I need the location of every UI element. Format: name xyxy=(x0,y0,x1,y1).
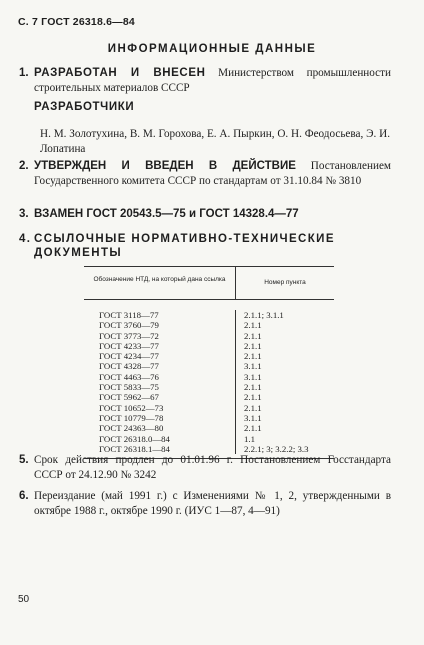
table-cell-item: 2.1.1 xyxy=(244,320,262,331)
section-number: 3. xyxy=(19,208,29,220)
page-number: 50 xyxy=(18,594,30,605)
table-cell-doc: ГОСТ 26318.1—84 xyxy=(99,443,170,454)
section-number: 4. xyxy=(19,233,32,245)
section-text: Срок действия продлен до 01.01.96 г. Постановлением Госстандарта СССР от 24.12.90 № 3242 xyxy=(34,454,391,481)
section-3 xyxy=(19,207,391,222)
section-lead: ВЗАМЕН ГОСТ 20543.5—75 и ГОСТ 14328.4—77 xyxy=(34,208,299,220)
item-column xyxy=(236,310,334,454)
table-cell-doc: ГОСТ 3760—79 xyxy=(99,320,159,331)
table-cell-doc: ГОСТ 4463—76 xyxy=(99,371,159,382)
table-cell-item: 2.1.1 xyxy=(244,392,262,403)
table-cell-item: 2.1.1; 3.1.1 xyxy=(244,310,284,320)
table-cell-doc: ГОСТ 5833—75 xyxy=(99,382,159,393)
doc-column xyxy=(84,310,236,454)
table-header xyxy=(84,267,334,300)
table-cell-item: 3.1.1 xyxy=(244,361,262,372)
table-cell-doc: ГОСТ 10652—73 xyxy=(99,402,164,413)
section-number: 1. xyxy=(19,67,29,79)
table-cell-doc: ГОСТ 24363—80 xyxy=(99,423,164,434)
table-cell-doc: ГОСТ 5962—67 xyxy=(99,392,159,403)
section-text: Министерством промышленности строительных материалов СССР xyxy=(34,67,392,94)
page-header: С. 7 ГОСТ 26318.6—84 xyxy=(18,16,135,28)
section-text: Переиздание (май 1991 г.) с Изменениями № 1, 2, утвержденными в октябре 1988 г., октябре 1990 г. (ИУС 1—87, 4—91) xyxy=(34,490,391,517)
refs-heading: ССЫЛОЧНЫЕ НОРМАТИВНО-ТЕХНИЧЕСКИЕ ДОКУМЕНТЫ xyxy=(34,233,335,259)
page-title: ИНФОРМАЦИОННЫЕ ДАННЫЕ xyxy=(107,43,317,55)
header-item: Номер пункта xyxy=(264,279,306,286)
table-cell-doc: ГОСТ 4233—77 xyxy=(99,340,159,351)
table-cell-item: 2.1.1 xyxy=(244,330,262,341)
section-number: 5. xyxy=(19,454,29,466)
table-cell-item: 1.1 xyxy=(244,433,255,444)
section-1 xyxy=(19,66,391,95)
section-5 xyxy=(19,453,391,482)
section-text: Постановлением Государственного комитета СССР по стандартам от 31.10.84 № 3810 xyxy=(34,160,391,187)
section-number: 2. xyxy=(19,160,29,172)
developers-names: Н. М. Золотухина, В. М. Горохова, Е. А. Пыркин, О. Н. Феодосьева, Э. И. Лопатина xyxy=(40,128,390,155)
section-number: 6. xyxy=(19,490,29,502)
table-cell-doc: ГОСТ 3118—77 xyxy=(99,310,159,320)
section-lead: РАЗРАБОТАН И ВНЕСЕН xyxy=(34,67,206,79)
developers-heading: РАЗРАБОТЧИКИ xyxy=(34,101,135,113)
header-doc: Обозначение НТД, на который дана ссылка xyxy=(84,267,236,299)
table-cell-doc: ГОСТ 4234—77 xyxy=(99,351,159,362)
refs-table xyxy=(84,266,334,459)
table-cell-item: 2.2.1; 3; 3.2.2; 3.3 xyxy=(244,443,309,454)
table-body xyxy=(84,300,334,458)
table-cell-item: 3.1.1 xyxy=(244,371,262,382)
table-cell-doc: ГОСТ 4328—77 xyxy=(99,361,159,372)
table-cell-doc: ГОСТ 10779—78 xyxy=(99,412,164,423)
section-lead: УТВЕРЖДЕН И ВВЕДЕН В ДЕЙСТВИЕ xyxy=(34,160,296,172)
table-cell-item: 3.1.1 xyxy=(244,412,262,423)
section-2 xyxy=(19,159,391,188)
table-cell-doc: ГОСТ 3773—72 xyxy=(99,330,159,341)
table-cell-item: 2.1.1 xyxy=(244,402,262,413)
table-cell-item: 2.1.1 xyxy=(244,340,262,351)
table-cell-item: 2.1.1 xyxy=(244,351,262,362)
section-4 xyxy=(19,232,399,260)
table-cell-item: 2.1.1 xyxy=(244,382,262,393)
section-6 xyxy=(19,489,391,518)
table-cell-item: 2.1.1 xyxy=(244,423,262,434)
table-cell-doc: ГОСТ 26318.0—84 xyxy=(99,433,170,444)
